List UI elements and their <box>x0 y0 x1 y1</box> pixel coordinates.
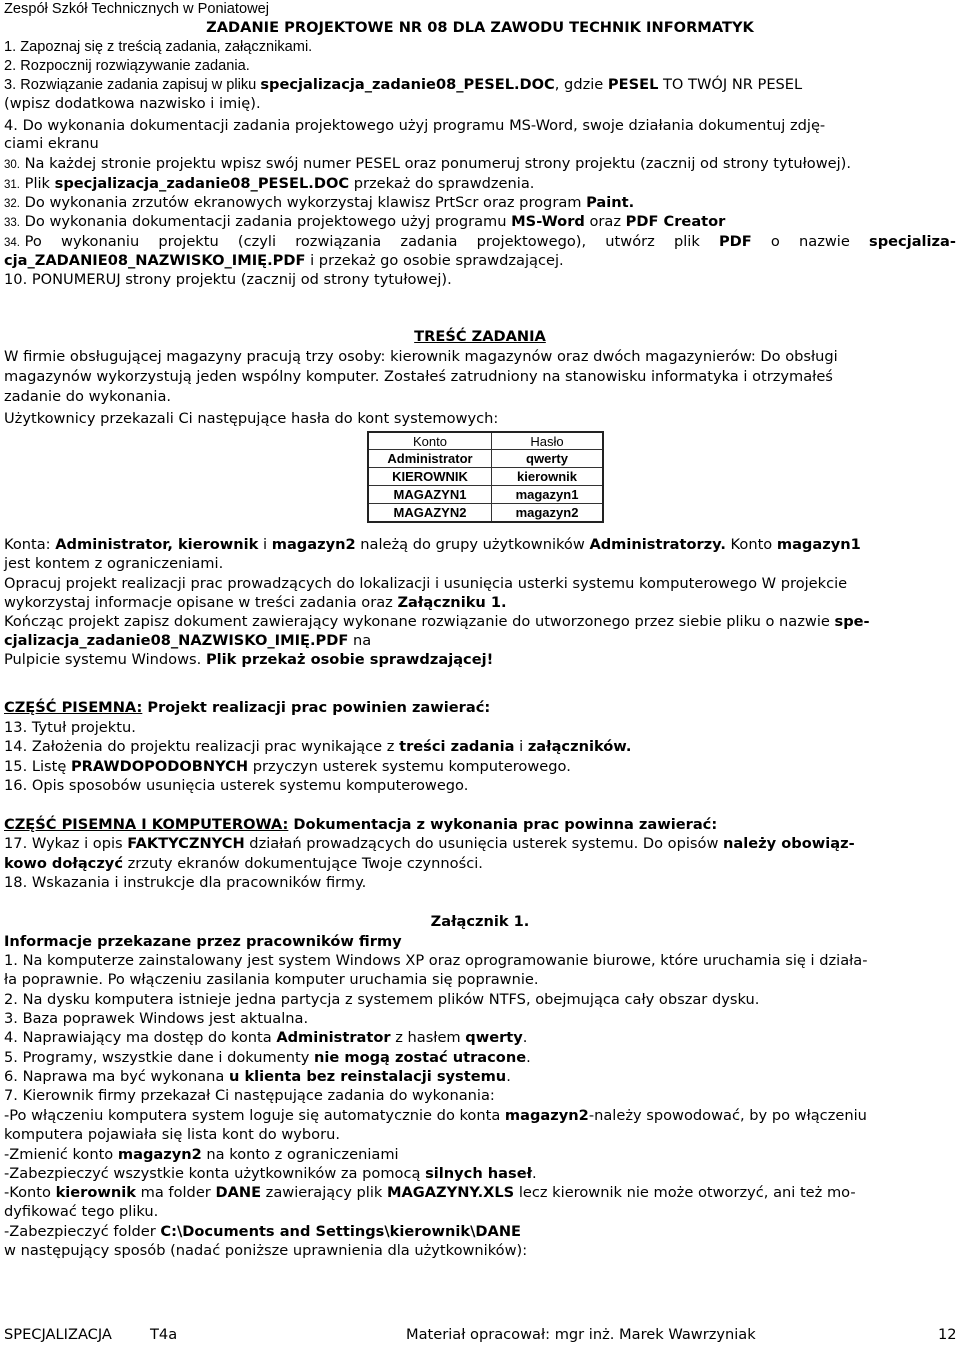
attachment-subtitle: Informacje przekazane przez pracowników firmy <box>4 933 402 950</box>
attachment-item-1: 1. Na komputerze zainstalowany jest system Windows XP oraz oprogramowanie biurowe, które uruchamia się i działa- <box>4 952 868 969</box>
computer-item-17-cont: kowo dołączyć zrzuty ekranów dokumentujące Twoje czynności. <box>4 855 483 872</box>
instruction-32: 32. Do wykonania zrzutów ekranowych wykorzystaj klawisz PrtScr oraz program Paint. <box>4 194 635 211</box>
school-name: Zespół Szkół Technicznych w Poniatowej <box>4 1 269 17</box>
column-header-account: Konto <box>368 432 492 450</box>
attachment-item-5: 5. Programy, wszystkie dane i dokumenty nie mogą zostać utracone. <box>4 1049 531 1066</box>
task-permissions-intro: w następujący sposób (nadać poniższe uprawnienia dla użytkowników): <box>4 1242 528 1259</box>
account-cell: MAGAZYN2 <box>368 504 492 523</box>
passwords-header-row <box>368 432 603 450</box>
instruction-1: 1. Zapoznaj się z treścią zadania, załącznikami. <box>4 39 313 55</box>
password-cell: qwerty <box>492 450 604 468</box>
account-cell: KIEROWNIK <box>368 468 492 486</box>
instruction-30: 30. Na każdej stronie projektu wpisz swój numer PESEL oraz ponumeruj strony projektu (zacznij od strony tytułowej). <box>4 155 852 172</box>
footer-specialization: SPECJALIZACJA <box>4 1326 112 1343</box>
table-row <box>368 486 603 504</box>
instruction-4: 4. Do wykonania dokumentacji zadania projektowego użyj programu MS-Word, swoje działania dokumentuj zdję- <box>4 117 826 134</box>
task-limit-account: -Zmienić konto magazyn2 na konto z ograniczeniami <box>4 1146 399 1163</box>
project-line-3: Kończąc projekt zapisz dokument zawierający wykonane rozwiązanie do utworzonego przez siebie pliku o nazwie spe- <box>4 613 870 630</box>
computer-item-17: 17. Wykaz i opis FAKTYCZNYCH działań prowadzących do usunięcia usterek systemu. Do opisów należy obowiąz- <box>4 835 855 852</box>
instruction-2: 2. Rozpocznij rozwiązywanie zadania. <box>4 58 250 74</box>
attachment-item-7: 7. Kierownik firmy przekazał Ci następujące zadania do wykonania: <box>4 1087 495 1104</box>
project-line-2: wykorzystaj informacje opisane w treści zadania oraz Załączniku 1. <box>4 594 507 611</box>
computer-item-18: 18. Wskazania i instrukcje dla pracowników firmy. <box>4 874 367 891</box>
attachment-item-4: 4. Naprawiający ma dostęp do konta Administrator z hasłem qwerty. <box>4 1029 528 1046</box>
project-line-5: Pulpicie systemu Windows. Plik przekaż osobie sprawdzającej! <box>4 651 494 668</box>
page-number: 12 <box>938 1326 957 1343</box>
column-header-password: Hasło <box>492 432 604 450</box>
task-kierownik-folder: -Konto kierownik ma folder DANE zawierający plik MAGAZYNY.XLS lecz kierownik nie może otworzyć, ani też mo- <box>4 1184 856 1201</box>
instruction-3-cont: (wpisz dodatkowa nazwisko i imię). <box>4 95 261 112</box>
instruction-31: 31. Plik specjalizacja_zadanie08_PESEL.DOC przekaż do sprawdzenia. <box>4 175 535 192</box>
table-row <box>368 450 603 468</box>
table-row <box>368 468 603 486</box>
task-paragraph-line-2: magazynów wykorzystują jeden wspólny komputer. Zostałeś zatrudniony na stanowisku informatyka i otrzymałeś <box>4 368 833 385</box>
instruction-33: 33. Do wykonania dokumentacji zadania projektowego użyj programu MS-Word oraz PDF Creator <box>4 213 726 230</box>
document-title: ZADANIE PROJEKTOWE NR 08 DLA ZAWODU TECHNIK INFORMATYK <box>206 19 754 36</box>
written-item-15: 15. Listę PRAWDOPODOBNYCH przyczyn usterek systemu komputerowego. <box>4 758 571 775</box>
written-item-14: 14. Założenia do projektu realizacji prac wynikające z treści zadania i załączników. <box>4 738 632 755</box>
passwords-intro: Użytkownicy przekazali Ci następujące hasła do kont systemowych: <box>4 410 499 427</box>
instruction-10: 10. PONUMERUJ strony projektu (zacznij od strony tytułowej). <box>4 271 452 288</box>
task-paragraph-line-3: zadanie do wykonania. <box>4 388 172 405</box>
account-cell: Administrator <box>368 450 492 468</box>
instruction-3: 3. Rozwiązanie zadania zapisuj w pliku specjalizacja_zadanie08_PESEL.DOC, gdzie PESEL TO TWÓJ NR PESEL <box>4 76 803 93</box>
task-heading: TREŚĆ ZADANIA <box>414 328 546 345</box>
passwords-table <box>367 431 604 523</box>
attachment-item-1-cont: ła poprawnie. Po włączeniu zasilania komputer uruchamia się poprawnie. <box>4 971 539 988</box>
attachment-item-3: 3. Baza poprawek Windows jest aktualna. <box>4 1010 309 1027</box>
footer-author: Materiał opracował: mgr inż. Marek Wawrzyniak <box>406 1326 756 1343</box>
attachment-item-6: 6. Naprawa ma być wykonana u klienta bez reinstalacji systemu. <box>4 1068 511 1085</box>
password-cell: magazyn1 <box>492 486 604 504</box>
project-line-1: Opracuj projekt realizacji prac prowadzących do lokalizacji i usunięcia usterki systemu komputerowego W projekcie <box>4 575 848 592</box>
written-item-16: 16. Opis sposobów usunięcia usterek systemu komputerowego. <box>4 777 469 794</box>
password-cell: kierownik <box>492 468 604 486</box>
computer-part-heading: CZĘŚĆ PISEMNA I KOMPUTEROWA: Dokumentacja z wykonania prac powinna zawierać: <box>4 816 718 833</box>
accounts-line-1: Konta: Administrator, kierownik i magazyn2 należą do grupy użytkowników Administratorzy. Konto magazyn1 <box>4 536 861 553</box>
instruction-4-cont: ciami ekranu <box>4 135 99 152</box>
written-part-heading: CZĘŚĆ PISEMNA: Projekt realizacji prac powinien zawierać: <box>4 699 491 716</box>
task-strong-passwords: -Zabezpieczyć wszystkie konta użytkowników za pomocą silnych haseł. <box>4 1165 537 1182</box>
project-line-4: cjalizacja_zadanie08_NAZWISKO_IMIĘ.PDF na <box>4 632 372 649</box>
task-kierownik-folder-cont: dyfikować tego pliku. <box>4 1203 159 1220</box>
task-autologin: -Po włączeniu komputera system loguje się automatycznie do konta magazyn2-należy spowodować, by po włączeniu <box>4 1107 867 1124</box>
attachment-title: Załącznik 1. <box>430 913 530 930</box>
written-item-13: 13. Tytuł projektu. <box>4 719 136 736</box>
footer-class: T4a <box>150 1326 178 1343</box>
task-paragraph-line-1: W firmie obsługującej magazyny pracują trzy osoby: kierownik magazynów oraz dwóch magazynierów: Do obsługi <box>4 348 838 365</box>
attachment-item-2: 2. Na dysku komputera istnieje jedna partycja z systemem plików NTFS, obejmująca cały obszar dysku. <box>4 991 760 1008</box>
instruction-34-cont: cja_ZADANIE08_NAZWISKO_IMIĘ.PDF i przekaż go osobie sprawdzającej. <box>4 252 564 269</box>
instruction-34: 34. Po wykonaniu projektu (czyli rozwiązania zadania projektowego), utwórz plik PDF o nazwie specjaliza- <box>4 233 956 250</box>
table-row <box>368 504 603 523</box>
accounts-line-2: jest kontem z ograniczeniami. <box>4 555 224 572</box>
password-cell: magazyn2 <box>492 504 604 523</box>
task-autologin-cont: komputera pojawiała się lista kont do wyboru. <box>4 1126 340 1143</box>
account-cell: MAGAZYN1 <box>368 486 492 504</box>
task-secure-folder: -Zabezpieczyć folder C:\Documents and Settings\kierownik\DANE <box>4 1223 522 1240</box>
